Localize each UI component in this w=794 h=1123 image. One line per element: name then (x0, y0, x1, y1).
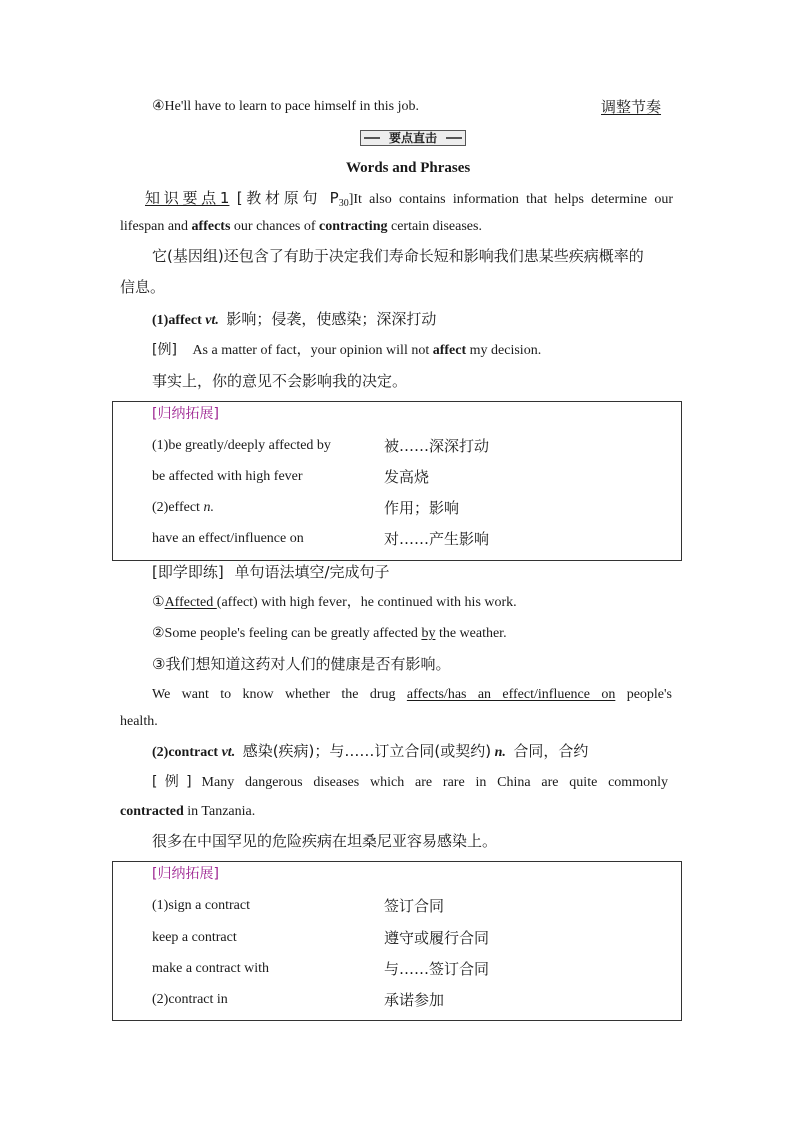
contract-summary-cn-2: 遵守或履行合同 (384, 929, 490, 947)
contract-example-text-end: in Tanzania. (183, 804, 256, 819)
kp1-keyword-affects: affects (191, 219, 231, 234)
exercise-sentence-4: ④He'll have to learn to pace himself in this job. (152, 99, 420, 114)
contract-example-text: Many dangerous diseases which are rare in China are quite commonly (201, 775, 668, 790)
contract-heading-word: contract (168, 745, 219, 760)
kp1-source-line-2 (120, 217, 482, 237)
practice-q3-answer: affects/has an effect/influence on (406, 687, 616, 702)
contract-example-tag: [例] (152, 774, 192, 790)
affect-example-keyword: affect (432, 343, 467, 358)
practice-question-3-cn: ③我们想知道这药对人们的健康是否有影响。 (152, 655, 451, 673)
affect-summary-en-1: (1)be greatly/deeply affected by (152, 438, 331, 453)
affect-summary-en-3-pos: n. (203, 500, 214, 515)
contract-example-line-1 (152, 772, 668, 793)
kp1-line1-text: It also contains information that helps determine our (353, 192, 674, 207)
kp1-source-page: 30 (338, 198, 349, 209)
affect-summary-title: [归纳拓展] (152, 406, 219, 422)
contract-summary-en-4: (2)contract in (152, 992, 228, 1007)
affect-heading (152, 309, 436, 331)
affect-summary-box (112, 401, 682, 561)
contract-heading-meaning-1: 感染(疾病)；与……订立合同(或契约) (242, 742, 492, 760)
affect-summary-en-4: have an effect/influence on (152, 531, 304, 546)
kp1-line2-text-e: certain diseases. (387, 219, 482, 234)
contract-heading-meaning-2: 合同，合约 (513, 742, 589, 760)
section-title: Words and Phrases (346, 160, 471, 176)
affect-example (152, 340, 541, 361)
practice-q2-text-b: the weather. (435, 626, 507, 641)
practice-q3-text-a: We want to know whether the drug (152, 687, 407, 702)
affect-summary-cn-3: 作用；影响 (384, 499, 460, 517)
contract-summary-en-3: make a contract with (152, 961, 270, 976)
affect-practice-title: 单句语法填空/完成句子 (234, 563, 390, 581)
practice-q1-answer: Affected (164, 595, 217, 610)
affect-summary-en-3 (152, 498, 214, 518)
affect-summary-cn-1: 被……深深打动 (384, 437, 490, 455)
kp1-source-suffix: ] (348, 192, 354, 207)
affect-heading-pos: vt. (201, 313, 219, 328)
practice-q2-answer: by (421, 626, 436, 641)
practice-question-3-line-2: health. (120, 714, 158, 729)
kp1-keyword-contracting: contracting (319, 219, 388, 234)
affect-example-tag: [例] (152, 342, 177, 358)
section-banner (360, 130, 466, 146)
contract-heading (152, 741, 588, 763)
affect-heading-meaning: 影响；侵袭，使感染；深深打动 (226, 310, 437, 328)
contract-summary-box (112, 861, 682, 1021)
contract-summary-cn-4: 承诺参加 (384, 991, 445, 1009)
practice-question-2 (152, 624, 507, 644)
kp1-source-line-1 (145, 188, 673, 214)
contract-summary-en-2: keep a contract (152, 930, 237, 945)
kp1-source-prefix: [教材原句 P (236, 189, 339, 207)
affect-heading-word: affect (168, 313, 202, 328)
contract-summary-title: [归纳拓展] (152, 866, 219, 882)
affect-summary-cn-4: 对……产生影响 (384, 530, 490, 548)
contract-example-keyword: contracted (120, 804, 184, 819)
kp1-translation-line-2: 信息。 (120, 278, 166, 296)
practice-question-3-en (152, 685, 672, 705)
contract-example-translation: 很多在中国罕见的危险疾病在坦桑尼亚容易感染上。 (152, 832, 498, 850)
affect-example-text-a: As a matter of fact，your opinion will not (192, 343, 433, 358)
affect-example-text-c: my decision. (466, 343, 542, 358)
exercise-answer-4: 调整节奏 (601, 98, 662, 116)
affect-summary-cn-2: 发高烧 (384, 468, 430, 486)
affect-practice-heading (152, 562, 390, 582)
practice-q1-number: ① (152, 595, 165, 610)
contract-example-line-2 (120, 802, 255, 822)
kp1-translation-line-1: 它(基因组)还包含了有助于决定我们寿命长短和影响我们患某些疾病概率的 (152, 247, 644, 265)
section-banner-label: 要点直击 (388, 131, 437, 145)
contract-heading-number: (2) (152, 745, 169, 760)
practice-q2-text-a: ②Some people's feeling can be greatly affected (152, 626, 422, 641)
practice-q1-text: (affect) with high fever，he continued with his work. (216, 595, 517, 610)
contract-heading-pos-2: n. (491, 745, 506, 760)
affect-summary-en-3-word: (2)effect (152, 500, 204, 515)
practice-q3-text-b: people's (615, 687, 672, 702)
contract-summary-en-1: (1)sign a contract (152, 898, 250, 913)
affect-practice-tag: [即学即练] (152, 563, 224, 581)
kp1-line2-text-a: lifespan and (120, 219, 192, 234)
kp1-line2-text-c: our chances of (230, 219, 320, 234)
contract-summary-cn-3: 与……签订合同 (384, 960, 490, 978)
affect-example-translation: 事实上，你的意见不会影响我的决定。 (152, 372, 408, 390)
affect-heading-number: (1) (152, 313, 169, 328)
practice-question-1 (152, 593, 517, 613)
affect-summary-en-2: be affected with high fever (152, 469, 303, 484)
contract-heading-pos: vt. (218, 745, 236, 760)
contract-summary-cn-1: 签订合同 (384, 897, 445, 915)
kp1-tag: 知识要点1 (145, 189, 230, 207)
